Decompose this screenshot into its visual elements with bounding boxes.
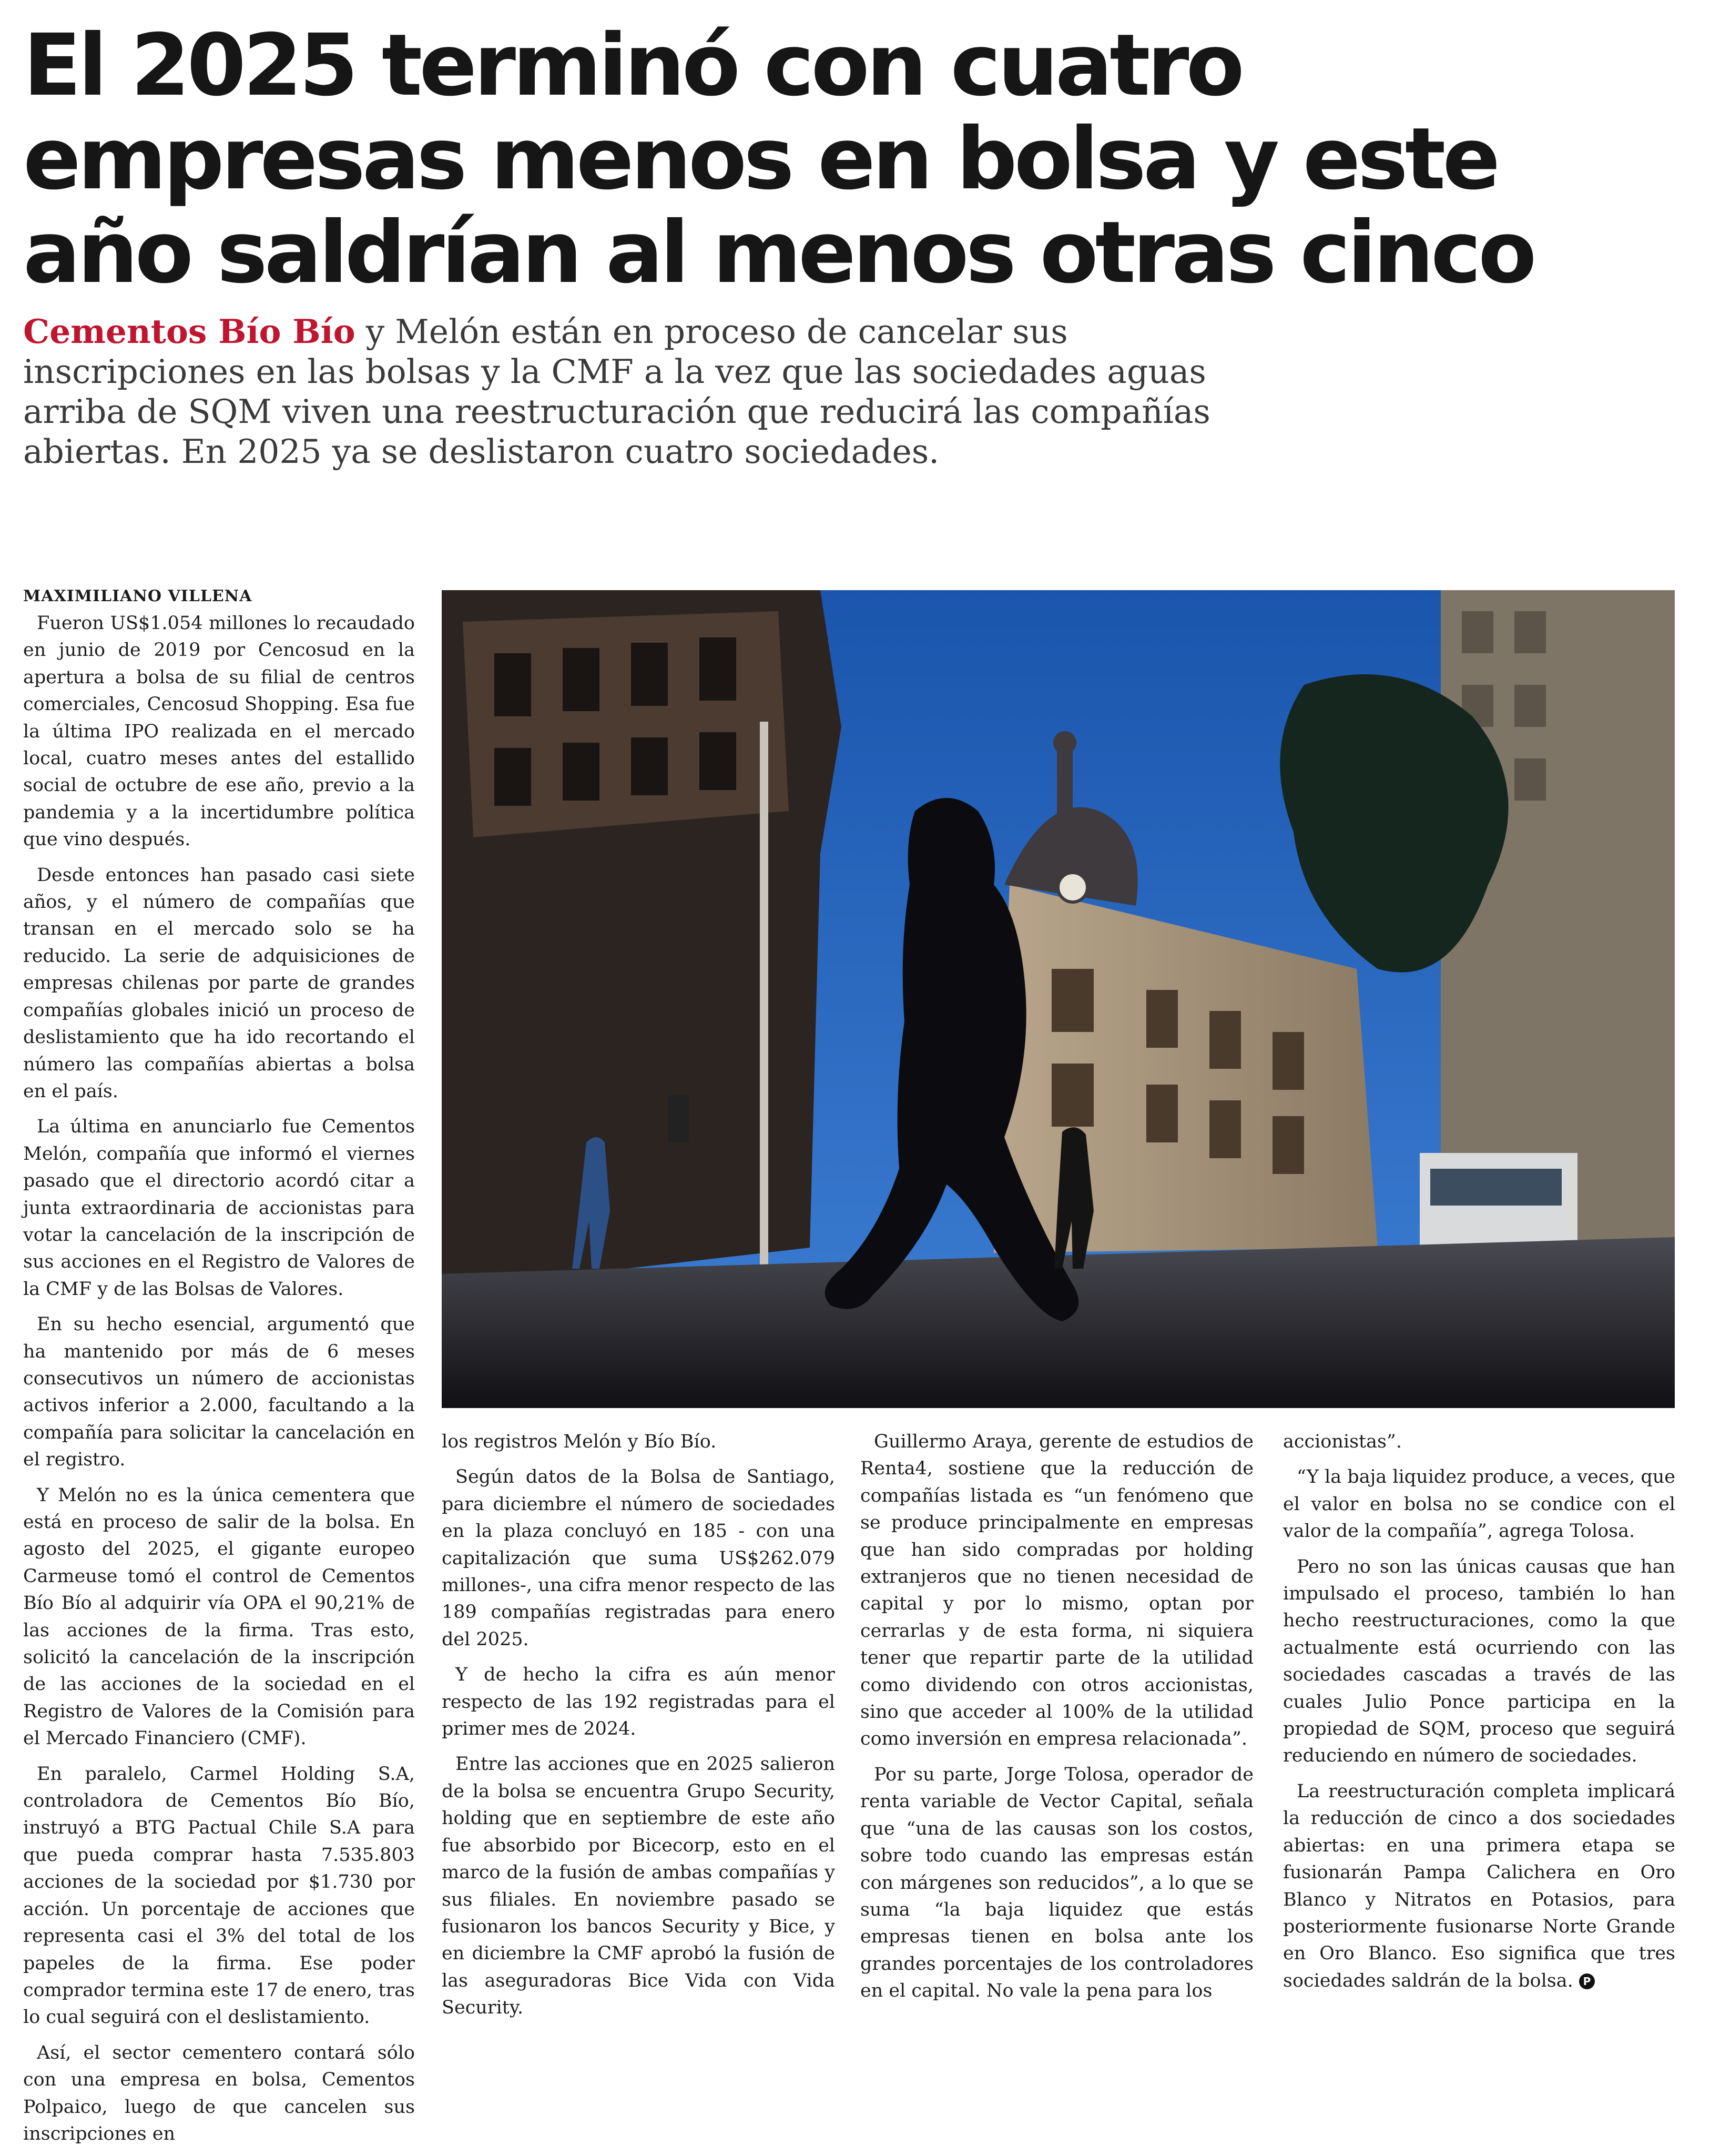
lead-text: y Melón están en proceso de cancelar sus inscripciones en las bolsas y la CMF a la vez que las sociedades aguas arriba de SQM viven una reestructuración que reducirá las compañías abiertas. En 2025 ya se deslistaron cuatro sociedades. <box>23 312 1210 471</box>
paragraph: Desde entonces han pasado casi siete años, y el número de compañías que transan en el mercado solo se ha reducido. La serie de adquisiciones de empresas chilenas por parte de grandes compañías globales inició un proceso de deslistamiento que ha ido recortando el número las compañías abiertas a bolsa en el país. <box>23 864 415 1102</box>
end-mark-icon: P <box>1579 1973 1595 1989</box>
article-photo <box>442 590 1675 1408</box>
lead-kicker: Cementos Bío Bío <box>23 312 355 351</box>
paragraph: los registros Melón y Bío Bío. <box>442 1431 717 1452</box>
paragraph: Entre las acciones que en 2025 salieron de la bolsa se encuentra Grupo Security, holding que en septiembre de este año fue absorbido por Bicecorp, esto en el marco de la fusión de ambas compañías y sus filiales. En noviembre pasado se fusionaron los bancos Security y Bice, y en diciembre la CMF aprobó la fusión de las aseguradoras Bice Vida con Vida Security. <box>442 1754 835 2019</box>
headline-line-2: empresas menos en bolsa y este <box>23 110 1498 209</box>
headline-line-3: año saldrían al menos otras cinco <box>23 204 1534 302</box>
paragraph: Por su parte, Jorge Tolosa, operador de renta variable de Vector Capital, señala que “una de las causas son los costos, sobre todo cuando las empresas están con márgenes son reducidos”, a lo que se suma “la baja liquidez que estás empresas tienen en bolsa ante los grandes porcentajes de los controladores en el capital. No vale la pena para los <box>860 1764 1254 2002</box>
paragraph: Guillermo Araya, gerente de estudios de Renta4, sostiene que la reducción de compañías listada es “un fenómeno que se produce principalmente en empresas que han sido compradas por holding extranjeros que no tienen necesidad de capital y por lo mismo, optan por cerrarlas y de esta forma, ni siquiera tener que repartir parte de la utilidad como dividendo con otros accionistas, sino que acceder al 100% de la utilidad como inversión en empresa relacionada”. <box>860 1431 1254 1750</box>
paragraph: Y de hecho la cifra es aún menor respecto de las 192 registradas para el primer mes de 2024. <box>442 1664 835 1740</box>
paragraph: En su hecho esencial, argumentó que ha mantenido por más de 6 meses consecutivos un número de accionistas activos inferior a 2.000, facultando a la compañía para solicitar la cancelación en el registro. <box>23 1314 415 1471</box>
lead-paragraph <box>23 311 1243 472</box>
column-3 <box>860 1429 1254 2013</box>
paragraph: En paralelo, Carmel Holding S.A, controladora de Cementos Bío Bío, instruyó a BTG Pactual Chile S.A para que pueda comprar hasta 7.535.803 acciones de la sociedad por $1.730 por acción. Un porcentaje de acciones que representa casi el 3% del total de los papeles de la firma. Ese poder comprador termina este 17 de enero, tras lo cual seguirá con el deslistamiento. <box>23 1763 415 2028</box>
paragraph: Fueron US$1.054 millones lo recaudado en junio de 2019 por Cencosud en la apertura a bolsa de su filial de centros comerciales, Cencosud Shopping. Esa fue la última IPO realizada en el mercado local, cuatro meses antes del estallido social de octubre de ese año, previo a la pandemia y a la incertidumbre política que vino después. <box>23 613 415 851</box>
paragraph: Según datos de la Bolsa de Santiago, para diciembre el número de sociedades en la plaza concluyó en 185 - con una capitalización que suma US$262.079 millones-, una cifra menor respecto de las 189 compañías registradas para enero del 2025. <box>442 1466 835 1650</box>
paragraph <box>1283 1778 1675 1995</box>
photo-santiago-stock-exchange <box>442 590 1675 1408</box>
paragraph: Pero no son las únicas causas que han impulsado el proceso, también lo han hecho reestructuraciones, como la que actualmente está ocurriendo con las sociedades cascadas a través de las cuales Julio Ponce participa en la propiedad de SQM, proceso que seguirá reduciendo en número de sociedades. <box>1283 1556 1675 1767</box>
paragraph: Y Melón no es la única cementera que está en proceso de salir de la bolsa. En agosto del 2025, el gigante europeo Carmeuse tomó el control de Cementos Bío Bío al adquirir vía OPA el 90,21% de las acciones de la firma. Tras esto, solicitó la cancelación de la inscripción de las acciones de la sociedad en el Registro de Valores de la Comisión para el Mercado Financiero (CMF). <box>23 1484 415 1749</box>
paragraph-text: La reestructuración completa implicará la reducción de cinco a dos sociedades abiertas: en una primera etapa se fusionarán Pampa Calichera en Oro Blanco y Nitratos en Potasios, para posteriormente fusionarse Norte Grande en Oro Blanco. Eso significa que tres sociedades saldrán de la bolsa. <box>1283 1780 1675 1991</box>
headline <box>23 16 1534 302</box>
column-1 <box>23 610 415 2156</box>
headline-line-1: El 2025 terminó con cuatro <box>23 16 1241 115</box>
paragraph: “Y la baja liquidez produce, a veces, que el valor en bolsa no se condice con el valor de la compañía”, agrega Tolosa. <box>1283 1466 1675 1542</box>
paragraph: La última en anunciarlo fue Cementos Melón, compañía que informó el viernes pasado que el directorio acordó citar a junta extraordinaria de accionistas para votar la cancelación de la inscripción de sus acciones en el Registro de Valores de la CMF y de las Bolsas de Valores. <box>23 1116 415 1300</box>
byline: MAXIMILIANO VILLENA <box>23 587 252 605</box>
column-2 <box>442 1429 835 2030</box>
column-4 <box>1283 1429 1675 2003</box>
paragraph: accionistas”. <box>1283 1431 1402 1452</box>
paragraph: Así, el sector cementero contará sólo con una empresa en bolsa, Cementos Polpaico, luego de que cancelen sus inscripciones en <box>23 2042 415 2144</box>
